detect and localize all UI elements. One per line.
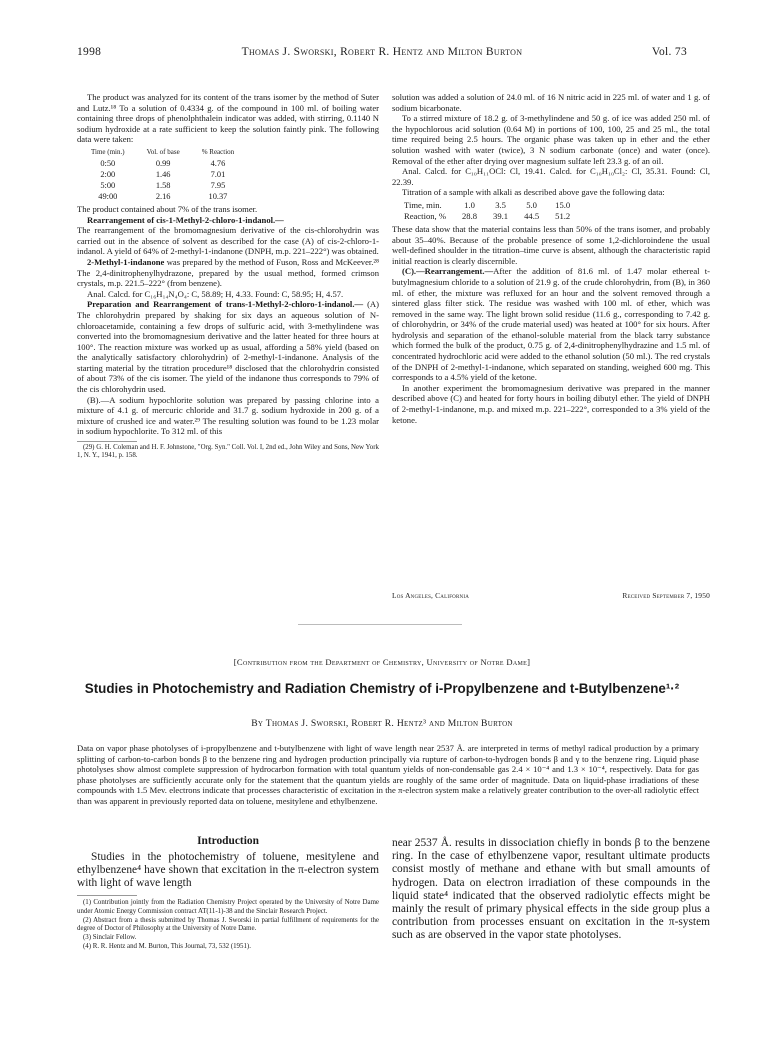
table-cell: 1.58 bbox=[155, 180, 171, 190]
table-row bbox=[87, 180, 252, 191]
right-column-top bbox=[392, 92, 710, 425]
table-row bbox=[404, 200, 578, 211]
intro-right-column bbox=[392, 837, 710, 943]
analysis: Anal. Calcd. for C₁₀H₁₁OCl: Cl, 19.41. Calcd. for C₁₀H₁₀Cl₂: Cl, 35.31. Found: Cl, 22.39. bbox=[392, 166, 710, 187]
table-cell: 2.16 bbox=[155, 191, 171, 201]
paragraph: The product contained about 7% of the trans isomer. bbox=[77, 203, 258, 214]
table-cell: Time, min. bbox=[404, 199, 442, 210]
table-cell: 7.95 bbox=[210, 180, 226, 190]
table-row bbox=[87, 191, 252, 202]
signature-line bbox=[392, 591, 710, 600]
table-cell: 1.46 bbox=[155, 169, 171, 179]
byline: By Thomas J. Sworski, Robert R. Hentz³ and Milton Burton bbox=[251, 718, 513, 729]
received-date: Received September 7, 1950 bbox=[622, 591, 710, 600]
table-row bbox=[87, 158, 252, 169]
table-cell: 2:00 bbox=[100, 169, 116, 179]
running-head: Thomas J. Sworski, Robert R. Hentz and Milton Burton bbox=[241, 46, 523, 58]
footnote: (3) Sinclair Fellow. bbox=[83, 933, 137, 941]
paragraph: In another experiment the bromomagnesium derivative was prepared in the manner described above (C) and heated for forty hours in boiling dibutyl ether. The yield of DNPH of 2-methyl-1-indanone, m.p. and mixed m.p. 221–222°, corresponded to a 3% yield of the ketone. bbox=[392, 382, 710, 425]
location: Los Angeles, California bbox=[392, 591, 470, 600]
section-heading: Rearrangement of cis-1-Methyl-2-chloro-1-indanol.— bbox=[87, 214, 284, 225]
table-cell: 51.2 bbox=[555, 210, 571, 221]
table-row bbox=[404, 211, 578, 222]
table-cell: 15.0 bbox=[555, 199, 571, 210]
table-cell: Reaction, % bbox=[404, 210, 446, 221]
section-heading: Preparation and Rearrangement of trans-1-Methyl-2-chloro-1-indanol.— bbox=[87, 299, 364, 310]
left-column-top bbox=[77, 92, 379, 461]
paragraph: (A) The chlorohydrin prepared by shaking for six days an aqueous solution of N-chloroacetamide, containing a few drops of sulfuric acid, with 3-methylindene was converted into the bromomagnesium derivative and the latter heated for three hours at 100°. The reaction mixture was worked up as usual, affording a 58% yield (based on the analytically satisfactory chlorohydrin) of 2-methyl-1-indanone. Analysis of the starting material by the titration procedure¹⁸ disclosed that the chlorohydrin consisted of about 73% of the cis isomer. The yield of the indanone thus corresponds to 79% of the cis chlorohydrin used. bbox=[77, 299, 379, 395]
volume-label: Vol. 73 bbox=[651, 46, 687, 58]
paragraph: solution was added a solution of 24.0 ml. of 16 N nitric acid in 225 ml. of water and 1 g. of sodium bicarbonate. bbox=[392, 92, 710, 113]
section-heading: Introduction bbox=[197, 835, 259, 847]
table-cell: 4.76 bbox=[210, 158, 226, 168]
section-divider bbox=[298, 624, 462, 625]
footnote: (29) G. H. Coleman and H. F. Johnstone, "Org. Syn." Coll. Vol. I, 2nd ed., John Wiley and Sons, New York 1, N. Y., 1941, p. 158. bbox=[77, 444, 379, 460]
abstract: Data on vapor phase photolyses of i-propylbenzene and t-butylbenzene with light of wave length near 2537 Å. are interpreted in terms of methyl radical production by a primary splitting of carbon-to-carbon bonds β to the benzene ring and hydrogen production principally via rupture of carbon-to-hydrogen bonds β and γ to the benzene ring. Liquid phase photolyses show almost complete suppression of hydrocarbon formation with total quantum yields of non-condensable gas 2.4 × 10⁻⁴ and 1.3 × 10⁻⁴, respectively. Data for gas phase photolyses are sufficiently accurate only for the statement that the quantum yields are roughly of the same order of magnitude. Data on liquid-phase irradiations of these compounds with 1.5 Mev. electrons indicate that processes characteristic of excitation in the π-electron system make a relatively greater contribution to the over-all radiolytic effect than was apparent in previously reported data on toluene, mesitylene and ethylbenzene. bbox=[77, 743, 699, 806]
table-cell: 0:50 bbox=[100, 158, 116, 168]
table-header: % Reaction bbox=[201, 147, 235, 156]
page-number: 1998 bbox=[77, 46, 102, 58]
table-cell: 0.99 bbox=[155, 158, 171, 168]
titration-table-2 bbox=[404, 200, 578, 222]
paragraph: Titration of a sample with alkali as described above gave the following data: bbox=[402, 187, 665, 198]
table-header: Vol. of base bbox=[146, 147, 180, 156]
table-cell: 10.37 bbox=[208, 191, 228, 201]
paragraph: Studies in the photochemistry of toluene, mesitylene and ethylbenzene⁴ have shown that excitation in the π-electron system with light of wave length bbox=[77, 850, 379, 889]
article-title: Studies in Photochemistry and Radiation Chemistry of i-Propylbenzene and t-Butylbenzene¹·² bbox=[84, 681, 680, 696]
footnote-rule bbox=[77, 441, 137, 442]
paragraph: near 2537 Å. results in dissociation chiefly in bonds β to the benzene ring. In the case of ethylbenzene vapor, resultant ultimate products consist mostly of methane and ethane with but small amounts of hydrogen. Data on electron irradiation of these compounds in the liquid state⁴ indicated that the observed radiolytic effects might be mainly the result of primary physical effects in the side group plus a contribution from processes ensuant on excitation in the π-system such as are observed in the vapor state photolyses. bbox=[392, 837, 710, 942]
footnote: (4) R. R. Hentz and M. Burton, This Journal, 73, 532 (1951). bbox=[83, 942, 251, 950]
table-cell: 3.5 bbox=[495, 199, 506, 210]
paragraph: (B).—A sodium hypochlorite solution was prepared by passing chlorine into a mixture of 4.1 g. of mercuric chloride and 31.7 g. sodium hydroxide in 200 g. of a mixture of crushed ice and water.²⁹ The resulting solution was found to be 1.23 molar in sodium hypochlorite. To 312 ml. of this bbox=[77, 394, 379, 437]
footnote: (2) Abstract from a thesis submitted by Thomas J. Sworski in partial fulfillment of requirements for the degree of Doctor of Philosophy at the University of Notre Dame. bbox=[77, 916, 379, 932]
intro-left-column bbox=[77, 836, 379, 952]
paragraph: After the addition of 81.6 ml. of 1.47 molar ethereal t-butylmagnesium chloride to a solution of 21.9 g. of the crude chlorohydrin, from (B), in 360 ml. of ether, the mixture was refluxed for an hour and the solvent removed through a sintered glass filter stick. The residue was washed with 100 ml. of ether, which was removed in the same way. The light brown solid residue (11.6 g., corresponding to 7.42 g. of chlorohydrin, or 34% of the crude material used) was heated at 100° for six hours. After hydrolysis and separation of the ethanol-soluble material from the black tarry substance which formed the bulk of the product, 0.75 g. of 2,4-dinitrophenylhydrazine and 1.5 ml. of concentrated hydrochloric acid were added to the ethanol solution (50 ml.). The red crystals of the DNPH of 2-methyl-1-indanone, which separated on standing, weighed 600 mg. This corresponds to a 4.5% yield of the ketone. bbox=[392, 266, 710, 383]
table-cell: 44.5 bbox=[524, 210, 540, 221]
table-cell: 7.01 bbox=[210, 169, 226, 179]
table-cell: 5:00 bbox=[100, 180, 116, 190]
table-row bbox=[87, 169, 252, 180]
table-cell: 5.0 bbox=[526, 199, 537, 210]
contribution-line: [Contribution from the Department of Chemistry, University of Notre Dame] bbox=[233, 657, 531, 667]
table-cell: 49:00 bbox=[98, 191, 118, 201]
table-cell: 28.8 bbox=[462, 210, 478, 221]
table-cell: 39.1 bbox=[493, 210, 509, 221]
paragraph: These data show that the material contains less than 50% of the trans isomer, and probably about 35–40%. Because of the probable presence of some 1,2-dichloroindene the usual well-defined shoulder in the titration–time curve is absent, although the characteristic rapid initial reaction is clearly discernible. bbox=[392, 223, 710, 266]
titration-table-1 bbox=[87, 147, 252, 202]
paragraph: was prepared by the method of Fuson, Ross and McKeever.²⁸ The 2,4-dinitrophenylhydrazone, prepared by the usual method, formed crimson crystals, m.p. 221.5–222° (from benzene). bbox=[77, 256, 379, 289]
table-header: Time (min.) bbox=[91, 147, 125, 156]
paragraph: The product was analyzed for its content of the trans isomer by the method of Suter and Lutz.¹⁸ To a solution of 0.4334 g. of the compound in 100 ml. of boiling water containing three drops of phenolphthalein indicator was added, with stirring, 0.1140 N sodium hydroxide at a rate sufficient to keep the solution faintly pink. The following data were taken: bbox=[77, 92, 379, 145]
footnote-rule bbox=[77, 895, 137, 896]
section-heading: 2-Methyl-1-indanone bbox=[87, 256, 165, 267]
analysis: Anal. Calcd. for C₁₆H₁₄N₄O₄: C, 58.89; H, 4.33. Found: C, 58.95; H, 4.57. bbox=[87, 288, 344, 299]
table-cell: 1.0 bbox=[464, 199, 475, 210]
paragraph: The rearrangement of the bromomagnesium derivative of the cis-chlorohydrin was carried out in the absence of solvent as described for the case (A) of cis-2-chloro-1-indanol. A yield of 64% of 2-methyl-1-indanone (DNPH, m.p. 221–222°) was obtained. bbox=[77, 225, 379, 257]
section-heading: (C).—Rearrangement.— bbox=[402, 266, 494, 277]
paragraph: To a stirred mixture of 18.2 g. of 3-methylindene and 50 g. of ice was added 250 ml. of the hypochlorous acid solution (0.64 M) in portions of 100, 100, 25 and 25 ml., the total time required being 2.5 hours. The organic phase was taken up in ether and the ether solution washed with water (twice), 3 N sodium carbonate (once) and water (once). Removal of the ether after drying over magnesium sulfate left 23.3 g. of an oil. bbox=[392, 113, 710, 166]
footnote: (1) Contribution jointly from the Radiation Chemistry Project operated by the University of Notre Dame under Atomic Energy Commission contract AT(11-1)-38 and the Sinclair Research Project. bbox=[77, 899, 379, 915]
